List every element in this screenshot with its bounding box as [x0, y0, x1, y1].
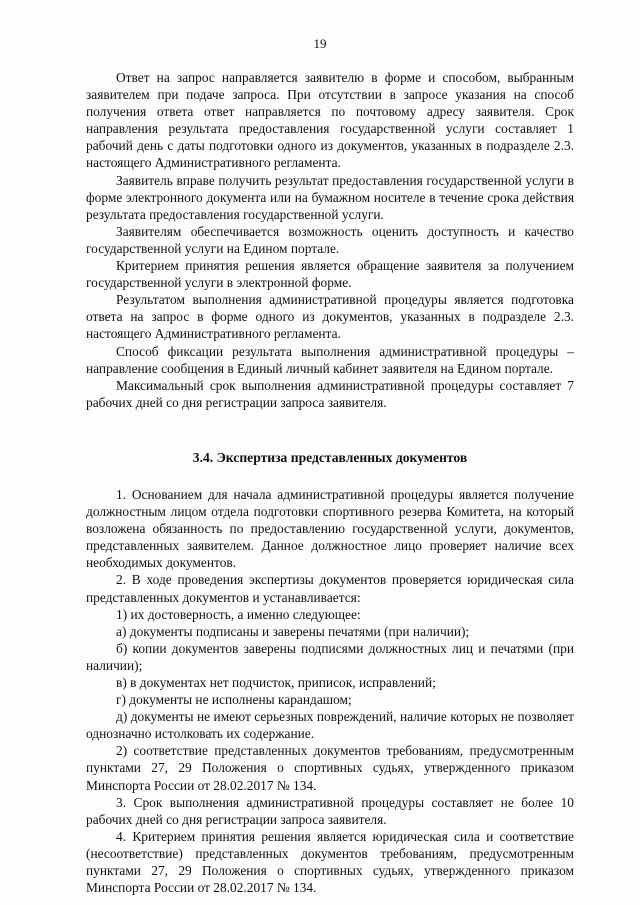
paragraph: Заявитель вправе получить результат предоставления государственной услуги в форме электронного документа или на бумажном носителе в течение срока действия результата предоставления государственной услуги. [86, 172, 574, 222]
list-item: б) копии документов заверены подписями должностных лиц и печатями (при наличии); [86, 640, 574, 673]
paragraph: Ответ на запрос направляется заявителю в форме и способом, выбранным заявителем при подаче запроса. При отсутствии в запросе указания на способ получения ответа ответ направляется по почтовому адресу заявителя. Срок направления результата предоставления государственной услуги составляет 1 рабочий день с даты подготовки одного из документов, указанных в подразделе 2.3. настоящего Административного регламента. [86, 70, 574, 171]
paragraph: 3. Срок выполнения административной процедуры составляет не более 10 рабочих дней со дня регистрации запроса заявителя. [86, 794, 574, 827]
list-item: а) документы подписаны и заверены печатями (при наличии); [116, 623, 470, 639]
paragraph: Заявителям обеспечивается возможность оценить доступность и качество государственной услуги на Едином портале. [86, 223, 574, 256]
paragraph: 2. В ходе проведения экспертизы документов проверяется юридическая сила представленных документов и устанавливается: [86, 572, 574, 605]
list-item: 2) соответствие представленных документов требованиям, предусмотренным пунктами 27, 29 Положения о спортивных судьях, утвержденного приказом Минспорта России от 28.02.2017 № 134. [86, 743, 574, 793]
list-item: 1) их достоверность, а именно следующее: [116, 606, 361, 622]
paragraph: Максимальный срок выполнения административной процедуры составляет 7 рабочих дней со дня регистрации запроса заявителя. [86, 377, 574, 410]
section-heading: 3.4. Экспертиза представленных документов [192, 449, 468, 465]
list-item: д) документы не имеют серьезных повреждений, наличие которых не позволяет однозначно истолковать их содержание. [86, 709, 574, 742]
list-item: в) в документах нет подчисток, приписок, исправлений; [116, 675, 436, 690]
paragraph: Критерием принятия решения является обращение заявителя за получением государственной услуги в электронной форме. [86, 258, 574, 291]
paragraph: 4. Критерием принятия решения является юридическая сила и соответствие (несоответствие) представленных документов требованиям, предусмотренным пунктами 27, 29 Положения о спортивных судьях, утвержденного приказом Минспорта России от 28.02.2017 № 134. [86, 828, 574, 896]
paragraph: Результатом выполнения административной процедуры является подготовка ответа на запрос в форме одного из документов, указанных в подразделе 2.3. настоящего Административного регламента. [86, 292, 574, 342]
document-body [86, 69, 574, 896]
list-item: г) документы не исполнены карандашом; [116, 692, 352, 708]
paragraph: 1. Основанием для начала административной процедуры является получение должностным лицом отдела подготовки спортивного резерва Комитета, на который возложена обязанность по предоставлению государственной услуги, документов, представленных заявителем. Данное должностное лицо проверяет наличие всех необходимых документов. [86, 486, 574, 571]
paragraph: Способ фиксации результата выполнения административной процедуры – направление сообщения в Единый личный кабинет заявителя на Едином портале. [86, 343, 574, 376]
page-number: 19 [313, 36, 327, 51]
